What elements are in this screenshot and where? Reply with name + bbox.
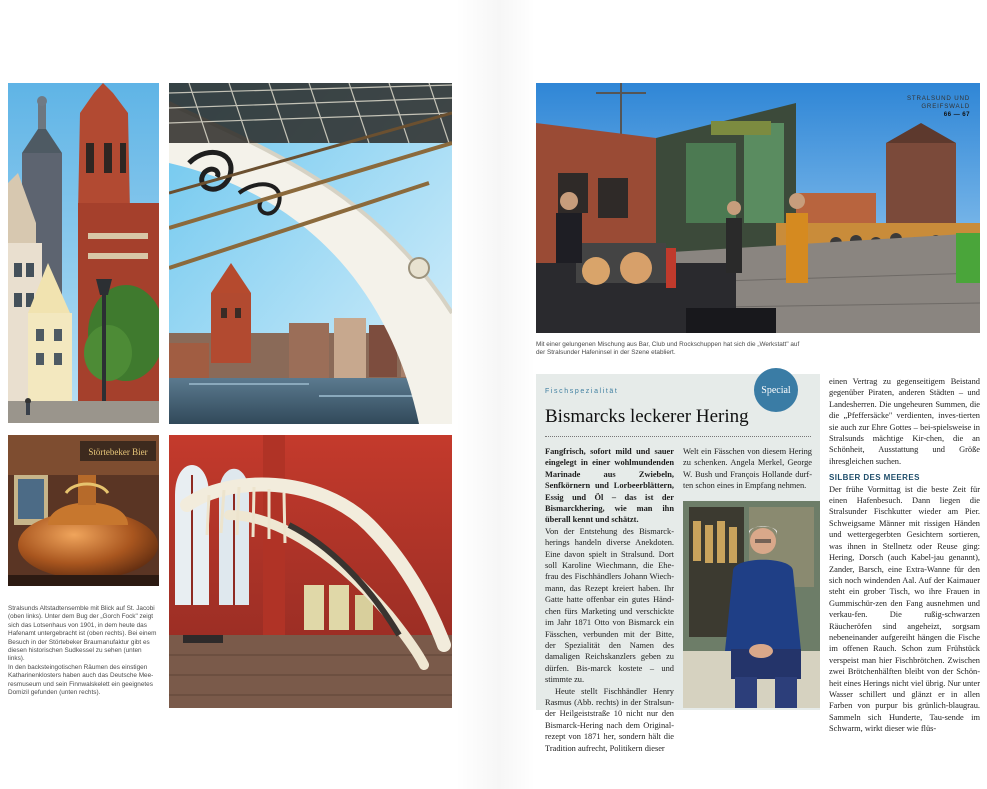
caption-line: Hafenamt untergebracht ist (oben rechts). Bei einem [8, 630, 157, 638]
article-paragraph: Heute stellt Fischhändler Henry Rasmus (Abb. rechts) in der Stralsun-der Heilgeiststraße 10 nicht nur den Bismarck-Hering nach dem Original-rezept von 1871 her, sondern hält die Tradition aufrecht, Politikern dieser [545, 686, 674, 753]
caption-line: diesen historischen Sudkessel zu sehen (unten links). [8, 647, 142, 663]
photo-gorch-fock-lotsenhaus [169, 83, 452, 424]
headline-divider [545, 436, 811, 437]
article-column-1 [545, 446, 674, 754]
caption-line: Besuch in der Störtebeker Braumanufaktur gibt es [8, 638, 150, 646]
article-lead: Fangfrisch, sofort mild und sauer eingelegt in einer wohlmundenden Marinade aus Zwiebeln, Senfkörnern und Lorbeerblättern, Essig und Öl – das ist der Bismarckhering, wie man ihn überall kennt und schätzt. [545, 447, 674, 525]
special-badge: Special [754, 368, 798, 412]
caption-line: der Stralsunder Hafeninsel in der Szene etabliert. [536, 349, 676, 357]
caption-line: sich das Lotsenhaus von 1901, in dem heute das [8, 621, 147, 629]
article-headline: Bismarcks leckerer Hering [545, 406, 749, 427]
caption-line: Stralsunds Altstadtensemble mit Blick auf St. Jacobi [8, 605, 155, 612]
caption-line: In den backsteingotischen Räumen des einstigen [8, 663, 148, 671]
article-paragraph: Welt ein Fässchen von diesem Hering zu schenken. Angela Merkel, George W. Bush und François Hollande durf-ten schon eines in Empfang nehmen. [683, 447, 812, 491]
caption-line: Katharinenklosters haben auch das Deutsche Mee- [8, 672, 154, 680]
caption-line: Domizil gefunden (unten rechts). [8, 689, 101, 697]
page-numbers: 66 — 67 [943, 111, 970, 118]
section-title: STRALSUND UND GREIFSWALD [907, 95, 970, 110]
article-column-3 [829, 376, 980, 735]
photo-altstadt-st-jacobi [8, 83, 159, 423]
article-paragraph: Der frühe Vormittag ist die beste Zeit für einen Hafenbesuch. Dann liegen die Stralsunder Fischkutter wieder am Pier. Schweigsame Männer mit rissigen Händen und wettergegerbten Gesichtern sortieren, was ihnen in Stellnetz oder Reuse ging: Hering, Dorsch (auch Kabel-jau genannt), Zander, Barsch, eine Extra-Wanne für den sich noch windenden Aal. Auf der Kaimauer steht ein grober Tisch, wo ihre Frauen in Gummischür-zen den Fang ausnehmen und verkau-fen. Die rußig-schwarzen Räucheröfen sind angeheizt, sorgsam nebeneinander aufgereiht hängen die Fische im offenen Rauch. Schon zum Frühstück verspeist man hier Fischbrötchen. Zwischen zwei Brötchenhälften bleibt von der Schön-heit eines Herings nicht viel übrig. Nur unter Wasser schillert und glänzt er in allen Farben von purpur bis grünlich-blaugrau. Sammeln sich Hunderte, Tau-sende im Schwarm, wirkt dieser wie flüs- [829, 484, 980, 734]
article-paragraph: Von der Entstehung des Bismarck-herings handeln diverse Anekdoten. Eine davon spielt in Stralsund. Dort soll Karoline Wiechmann, die Ehe-frau des Fischhändlers Johann Wiech-mann, das Rezept kreiert haben. Ihr Gatte hatte offenbar ein gutes Händ-chen fürs Marketing und verschickte im Jahr 1871 Otto von Bismarck ein Fässchen, verbunden mit der Bitte, der Spezialität den Namen des damaligen Reichskanzlers geben zu dürfen. Bis-marck kostete – und stimmte zu. [545, 526, 674, 685]
article-column-2 [683, 446, 812, 492]
caption-line: Mit einer gelungenen Mischung aus Bar, Club und Rockschuppen hat sich die „Werkstatt" auf [536, 341, 800, 348]
photo-henry-rasmus [683, 501, 820, 708]
left-photo-caption [8, 605, 159, 697]
section-subhead: SILBER DES MEERES [829, 473, 920, 483]
photo-whale-skeleton [169, 435, 452, 708]
page-header [880, 95, 970, 119]
brewery-sign-text: Störtebeker Bier [88, 447, 148, 457]
photo-werkstatt-concert [536, 83, 980, 333]
article-kicker: Fischspezialität [545, 388, 619, 395]
caption-line: resmuseum und sein Finnwalskelett ein geeignetes [8, 680, 153, 688]
concert-photo-caption [536, 341, 836, 358]
photo-brewery-kettle [8, 435, 159, 586]
caption-line: (oben links). Unter dem Bug der „Gorch Fock" zeigt [8, 613, 154, 621]
page-gutter-shade [455, 0, 535, 789]
article-paragraph: einen Vertrag zu gegenseitigem Beistand gegenüber Piraten, anderen Städten – und Landesherren. Die ungeheuren Summen, die die „Pfeffersäcke" verdienten, inves-tierten sie auch zur Ehre Gottes – bei-spielsweise in Stralsunds mächtige Kir-chen, die an Schönheit, Ausstattung und Größe ihresgleichen suchen. [829, 377, 980, 466]
